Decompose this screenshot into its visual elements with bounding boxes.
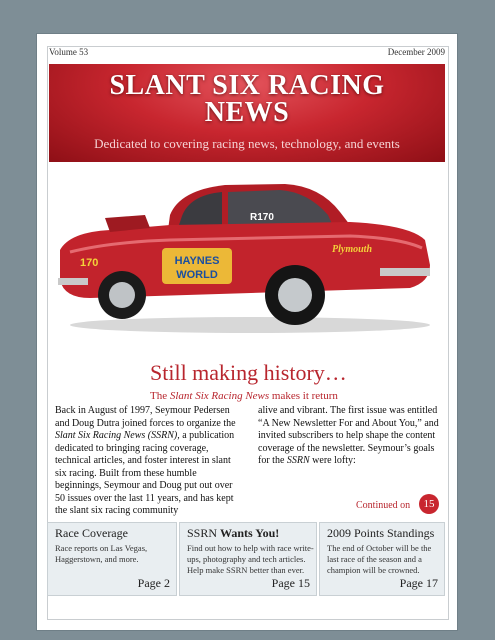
- teaser-page-ref: Page 15: [271, 576, 310, 590]
- teaser-page-ref: Page 2: [137, 576, 170, 590]
- article-column-right: [258, 405, 444, 468]
- right-col-text-1: alive and vibrant. The first issue was entitled “A New Newsletter For and About You,” and invited subscribers to help shape the content coverage of the newsletter. Seymour’s goals for the: [258, 405, 439, 466]
- teaser-body: The end of October will be the last race of the season and a champion will be crowned.: [327, 543, 432, 575]
- newsletter-subtitle: Dedicated to covering racing news, technology, and events: [94, 136, 400, 151]
- rear-rim: [278, 278, 312, 312]
- window-number: R170: [250, 212, 274, 223]
- teaser-title: [327, 526, 434, 541]
- teaser-title-text: SSRN: [187, 526, 221, 540]
- front-bumper: [58, 278, 88, 285]
- rear-bumper: [380, 268, 430, 276]
- continued-label: Continued on: [356, 500, 411, 511]
- teaser-boxes: [47, 522, 443, 594]
- newsletter-title: [49, 72, 445, 126]
- teaser-title-bold: Wants You!: [220, 526, 280, 540]
- teaser-title-text: Race Coverage: [55, 526, 128, 540]
- car-shadow: [70, 317, 430, 333]
- title-line-1: SLANT SIX RACING: [109, 70, 385, 101]
- fender-number: 170: [80, 257, 99, 269]
- teaser-title: [187, 526, 279, 541]
- right-col-emphasis: SSRN: [286, 455, 310, 466]
- article-column-left: [55, 405, 241, 518]
- front-rim: [109, 282, 135, 308]
- teaser-race-coverage[interactable]: [47, 522, 177, 596]
- left-col-text-1: Back in August of 1997, Seymour Pedersen and Doug Dutra joined forces to organize the: [55, 405, 236, 429]
- issue-date: December 2009: [387, 47, 445, 57]
- teaser-points-standings[interactable]: [319, 522, 445, 596]
- volume-label: Volume 53: [49, 47, 89, 57]
- left-col-text-2: a publication dedicated to bringing racing coverage, technical articles, and foster interest in slant six racing. Built from these humble beginnings, Seymour and Doug put out over 50 issues over the last 11 years, and has kept the slant six racing community: [55, 430, 235, 516]
- tagline-prefix: The: [150, 390, 170, 402]
- title-line-2: NEWS: [204, 97, 290, 128]
- feature-tagline: [150, 390, 338, 402]
- drag-car-photo: [50, 170, 432, 340]
- door-logo-line-2: WORLD: [176, 269, 218, 281]
- teaser-body: Race reports on Las Vegas, Haggerstown, and more.: [55, 543, 148, 564]
- right-col-text-2: were lofty:: [309, 455, 356, 466]
- teaser-title: [55, 526, 128, 541]
- teaser-ssrn-wants-you[interactable]: [179, 522, 317, 596]
- tagline-publication: Slant Six Racing News: [169, 390, 270, 402]
- teaser-title-text: 2009 Points Standings: [327, 526, 435, 540]
- fender-script: Plymouth: [332, 244, 373, 255]
- continued-page-badge[interactable]: 15: [419, 494, 439, 514]
- door-logo-line-1: HAYNES: [174, 255, 220, 267]
- tagline-suffix: makes it return: [269, 390, 338, 402]
- feature-headline: Still making history…: [150, 360, 347, 385]
- teaser-page-ref: Page 17: [399, 576, 438, 590]
- teaser-body: Find out how to help with race write-ups, photography and tech articles. Help make SSRN better than ever.: [187, 543, 314, 575]
- left-col-emphasis: Slant Six Racing News (SSRN),: [55, 430, 180, 441]
- masthead-banner: [49, 64, 445, 162]
